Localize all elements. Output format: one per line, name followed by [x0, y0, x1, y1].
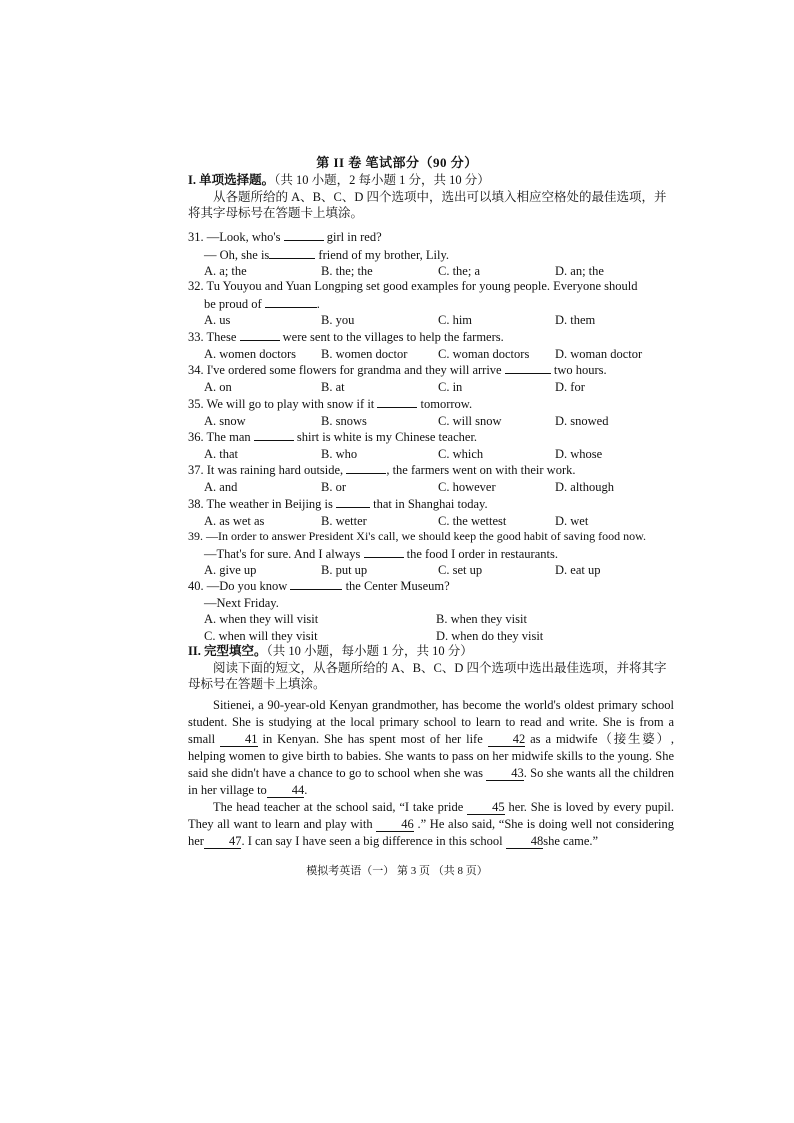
question-text: — Oh, she is	[204, 247, 270, 262]
option-d: D. for	[555, 379, 585, 394]
question-number: 36.	[188, 430, 204, 444]
passage-paragraph-1: Sitienei, a 90-year-old Kenyan grandmother, has become the world's oldest primary school student. She is studying at the local primary school to learn to read and write. She is from a small 41 in Kenyan. She has spent most of her life 42 as a midwife（接生婆）, helping women to give birth to babies. She wants to pass on her midwife skills to the young. She said she didn't have a chance to go to school when she was 43. So she wants all the children in her village to 44.	[188, 698, 675, 797]
question-text: —That's for sure. And I always	[204, 546, 361, 561]
section-1-points: （共 10 小题，2 每小题 1 分，共 10 分）	[274, 173, 490, 187]
question-text: that in Shanghai today.	[373, 497, 488, 511]
option-d: D. wet	[555, 513, 589, 528]
blank-45: 45	[467, 801, 505, 815]
option-b: B. the; the	[321, 264, 373, 279]
blank-41: 41	[220, 733, 258, 747]
question-text: Tu Youyou and Yuan Longping set good examples for young people. Everyone should	[206, 279, 638, 293]
options	[188, 379, 678, 396]
option-d: D. them	[555, 313, 596, 328]
question-39	[188, 528, 678, 579]
question-text: I've ordered some flowers for grandma and they will arrive	[206, 363, 502, 377]
question-text: —Look, who's	[206, 230, 281, 244]
answer-blank	[336, 495, 370, 508]
option-d: D. although	[555, 479, 615, 494]
option-b: B. you	[321, 313, 355, 328]
section-2-header	[188, 643, 678, 693]
option-a: A. when they will visit	[204, 612, 319, 627]
section-2-points: （共 10 小题，每小题 1 分，共 10 分）	[266, 644, 473, 658]
answer-blank	[364, 545, 404, 558]
cloze-passage	[188, 697, 674, 850]
question-32	[188, 278, 678, 329]
section-1-header	[188, 172, 678, 222]
section-1-heading: I. 单项选择题。	[188, 173, 275, 187]
answer-blank	[265, 295, 317, 308]
question-35	[188, 395, 678, 429]
option-c: C. when will they visit	[204, 628, 318, 643]
option-a: A. women doctors	[204, 346, 296, 361]
option-b: B. when they visit	[436, 612, 527, 627]
question-37	[188, 461, 678, 495]
option-a: A. on	[204, 379, 232, 394]
option-d: D. when do they visit	[436, 628, 544, 643]
question-text: It was raining hard outside,	[206, 463, 344, 477]
option-a: A. give up	[204, 563, 257, 578]
option-c: C. in	[438, 379, 463, 394]
question-34	[188, 361, 678, 395]
option-b: B. snows	[321, 413, 367, 428]
blank-47: 47	[204, 835, 242, 849]
option-d: D. eat up	[555, 563, 601, 578]
blank-43: 43	[486, 767, 524, 781]
question-text: —Do you know	[206, 579, 288, 593]
option-b: B. put up	[321, 563, 368, 578]
question-text: be proud of	[204, 296, 262, 311]
question-number: 34.	[188, 363, 204, 377]
answer-blank	[240, 328, 280, 341]
option-b: B. or	[321, 479, 346, 494]
question-text: The weather in Beijing is	[206, 497, 333, 511]
section-1-instruction: 从各题所给的 A、B、C、D 四个选项中，选出可以填入相应空格处的最佳选项，并将其字母标号在答题卡上填涂。	[188, 189, 667, 221]
section-2-instruction: 阅读下面的短文，从各题所给的 A、B、C、D 四个选项中选出最佳选项，并将其字母标号在答题卡上填涂。	[188, 660, 667, 692]
blank-42: 42	[488, 733, 526, 747]
question-31	[188, 228, 678, 280]
option-c: C. him	[438, 313, 473, 328]
options	[188, 346, 678, 363]
option-a: A. a; the	[204, 264, 247, 279]
question-text: —Next Friday.	[204, 595, 279, 610]
answer-blank	[377, 395, 417, 408]
question-text: These	[206, 330, 237, 344]
options	[188, 413, 678, 430]
option-c: C. will snow	[438, 413, 502, 428]
option-d: D. snowed	[555, 413, 609, 428]
option-c: C. however	[438, 479, 496, 494]
question-text: shirt is white is my Chinese teacher.	[296, 430, 478, 444]
question-text: tomorrow.	[420, 397, 473, 411]
question-number: 39.	[188, 529, 203, 543]
question-text: the food I order in restaurants.	[406, 546, 558, 561]
question-40	[188, 577, 678, 644]
answer-blank	[505, 361, 551, 374]
option-c: C. set up	[438, 563, 483, 578]
question-number: 35.	[188, 397, 204, 411]
answer-blank	[290, 577, 342, 590]
options	[188, 446, 678, 463]
blank-48: 48	[506, 835, 544, 849]
option-a: A. and	[204, 479, 238, 494]
part-title: 第 II 卷 笔试部分（90 分）	[316, 155, 478, 170]
question-number: 31.	[188, 230, 204, 244]
option-b: B. who	[321, 446, 358, 461]
option-d: D. woman doctor	[555, 346, 643, 361]
option-a: A. that	[204, 446, 239, 461]
answer-blank	[346, 461, 386, 474]
answer-blank	[254, 428, 294, 441]
answer-blank	[269, 246, 315, 259]
question-text: , the farmers went on with their work.	[386, 463, 576, 477]
option-d: D. whose	[555, 446, 603, 461]
question-33	[188, 328, 678, 362]
answer-blank	[284, 228, 324, 241]
question-number: 33.	[188, 330, 204, 344]
option-a: A. us	[204, 313, 231, 328]
option-c: C. the wettest	[438, 513, 507, 528]
options	[188, 611, 678, 644]
question-text: were sent to the villages to help the farmers.	[282, 330, 504, 344]
question-number: 38.	[188, 497, 204, 511]
option-a: A. as wet as	[204, 513, 265, 528]
option-d: D. an; the	[555, 264, 604, 279]
blank-44: 44	[267, 784, 305, 798]
question-number: 32.	[188, 279, 204, 293]
option-c: C. which	[438, 446, 484, 461]
option-b: B. at	[321, 379, 345, 394]
section-2-heading: II. 完型填空。	[188, 644, 267, 658]
question-38	[188, 495, 678, 529]
question-number: 40.	[188, 579, 204, 593]
question-text: .	[316, 296, 320, 311]
question-text: —In order to answer President Xi's call, we should keep the good habit of saving food now.	[206, 529, 646, 543]
option-b: B. wetter	[321, 513, 367, 528]
blank-46: 46	[376, 818, 414, 832]
option-b: B. women doctor	[321, 346, 408, 361]
question-text: The man	[206, 430, 251, 444]
options	[188, 513, 678, 530]
question-text: We will go to play with snow if it	[206, 397, 375, 411]
option-a: A. snow	[204, 413, 246, 428]
passage-paragraph-2: The head teacher at the school said, “I take pride 45 her. She is loved by every pupil. They all want to learn and play with 46 .” He also said, “She is doing well not considering her 47. I can say I have seen a big difference in this school 48she came.”	[188, 800, 675, 848]
options	[188, 312, 678, 329]
question-text: friend of my brother, Lily.	[318, 247, 450, 262]
option-c: C. woman doctors	[438, 346, 530, 361]
question-number: 37.	[188, 463, 204, 477]
page-footer: 模拟考英语（一） 第 3 页 （共 8 页）	[306, 865, 488, 877]
option-c: C. the; a	[438, 264, 481, 279]
question-text: the Center Museum?	[345, 579, 450, 593]
question-36	[188, 428, 678, 462]
options	[188, 479, 678, 496]
question-text: girl in red?	[326, 230, 382, 244]
question-text: two hours.	[553, 363, 607, 377]
